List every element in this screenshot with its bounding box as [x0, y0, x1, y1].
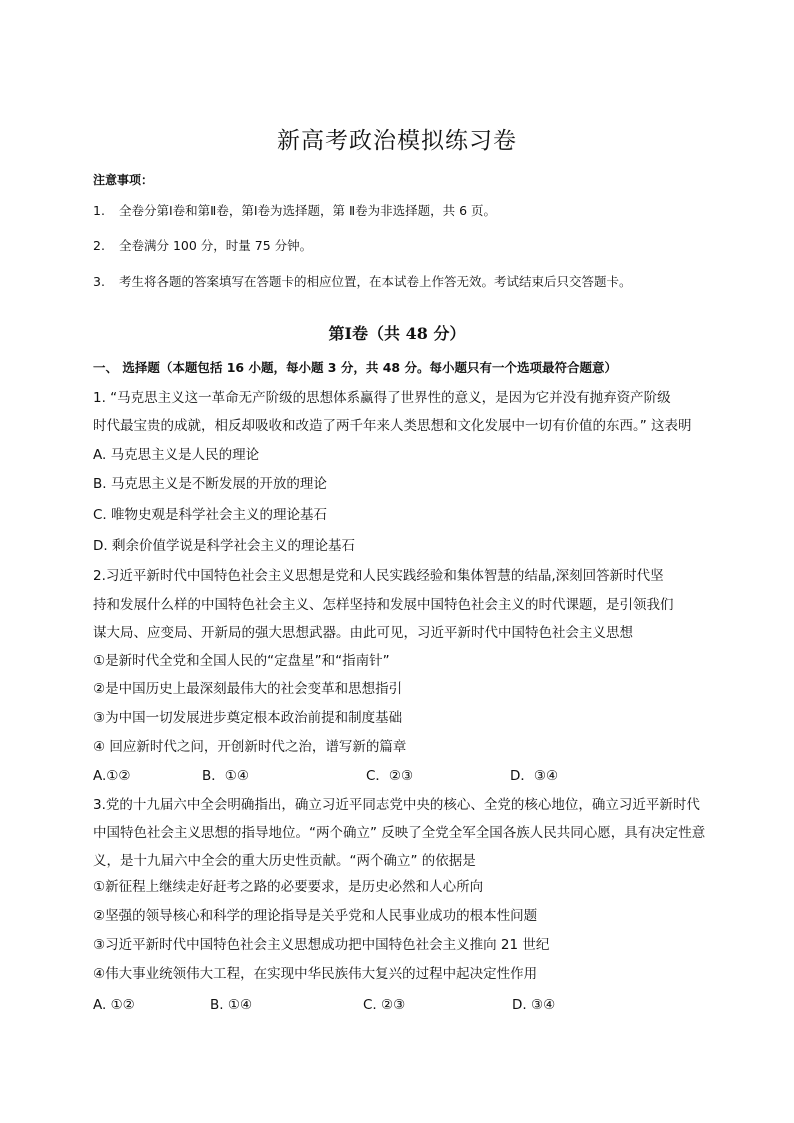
- q2-statement: ③为中国一切发展进步奠定根本政治前提和制度基础: [93, 710, 403, 726]
- q3-statement: ④伟大事业统领伟大工程，在实现中华民族伟大复兴的过程中起决定性作用: [93, 966, 538, 982]
- q2-option-c: C．②③: [366, 768, 414, 784]
- q3-option-d: D. ③④: [512, 997, 556, 1013]
- q3-stem-line: 3.党的十九届六中全会明确指出，确立习近平同志党中央的核心、全党的核心地位，确立习近平新时代: [93, 797, 700, 813]
- q3-stem-line: 中国特色社会主义思想的指导地位。“两个确立” 反映了全党全军全国各族人民共同心愿，具有决定性意: [93, 825, 706, 841]
- q1-option-a: A. 马克思主义是人民的理论: [93, 447, 260, 463]
- q2-option-d: D．③④: [510, 768, 559, 784]
- q2-stem-line: 2.习近平新时代中国特色社会主义思想是党和人民实践经验和集体智慧的结晶,深刻回答新时代坚: [93, 568, 664, 584]
- q1-option-d: D. 剩余价值学说是科学社会主义的理论基石: [93, 538, 355, 554]
- section-heading: 一、 选择题（本题包括 16 小题，每小题 3 分，共 48 分。每小题只有一个选项最符合题意）: [93, 360, 617, 375]
- part-title: 第Ⅰ卷（共 48 分）: [328, 324, 466, 343]
- notice-item: [93, 236, 312, 256]
- page-title: 新高考政治模拟练习卷: [277, 128, 517, 154]
- notice-item: [93, 201, 496, 221]
- notice-heading: 注意事项：: [93, 173, 154, 187]
- notice-item-number: 2.: [93, 238, 105, 253]
- q1-stem-line: 1. “马克思主义这一革命无产阶级的思想体系赢得了世界性的意义，是因为它并没有抛弃资产阶级: [93, 390, 671, 406]
- q2-option-b: B．①④: [202, 768, 249, 784]
- q1-stem-line: 时代最宝贵的成就，相反却吸收和改造了两千年来人类思想和文化发展中一切有价值的东西。” 这表明: [93, 418, 692, 434]
- notice-item-number: 3.: [93, 274, 105, 289]
- q3-option-a: A. ①②: [93, 997, 135, 1013]
- notice-item-text: 考生将各题的答案填写在答题卡的相应位置，在本试卷上作答无效。考试结束后只交答题卡。: [119, 274, 632, 289]
- q2-statement: ④ 回应新时代之问，开创新时代之治，谱写新的篇章: [93, 739, 407, 755]
- q2-stem-line: 谋大局、应变局、开新局的强大思想武器。由此可见，习近平新时代中国特色社会主义思想: [93, 625, 633, 641]
- q3-option-c: C. ②③: [363, 997, 406, 1013]
- q2-statement: ②是中国历史上最深刻最伟大的社会变革和思想指引: [93, 681, 403, 697]
- q1-option-b: B. 马克思主义是不断发展的开放的理论: [93, 476, 327, 492]
- notice-item-number: 1.: [93, 203, 105, 218]
- q2-option-a: A.①②: [93, 768, 131, 784]
- q2-stem-line: 持和发展什么样的中国特色社会主义、怎样坚持和发展中国特色社会主义的时代课题，是引领我们: [93, 597, 674, 613]
- q3-statement: ③习近平新时代中国特色社会主义思想成功把中国特色社会主义推向 21 世纪: [93, 937, 550, 953]
- q2-statement: ①是新时代全党和全国人民的“定盘星”和“指南针”: [93, 653, 390, 669]
- q3-stem-line: 义，是十九届六中全会的重大历史性贡献。“两个确立” 的依据是: [93, 853, 476, 869]
- notice-item-text: 全卷分第Ⅰ卷和第Ⅱ卷，第Ⅰ卷为选择题，第 Ⅱ卷为非选择题，共 6 页。: [119, 203, 497, 218]
- q1-option-c: C. 唯物史观是科学社会主义的理论基石: [93, 507, 328, 523]
- q3-statement: ①新征程上继续走好赶考之路的必要要求，是历史必然和人心所向: [93, 879, 484, 895]
- notice-item: [93, 272, 632, 292]
- q3-option-b: B. ①④: [210, 997, 253, 1013]
- q3-statement: ②坚强的领导核心和科学的理论指导是关乎党和人民事业成功的根本性问题: [93, 908, 538, 924]
- notice-item-text: 全卷满分 100 分，时量 75 分钟。: [119, 238, 313, 253]
